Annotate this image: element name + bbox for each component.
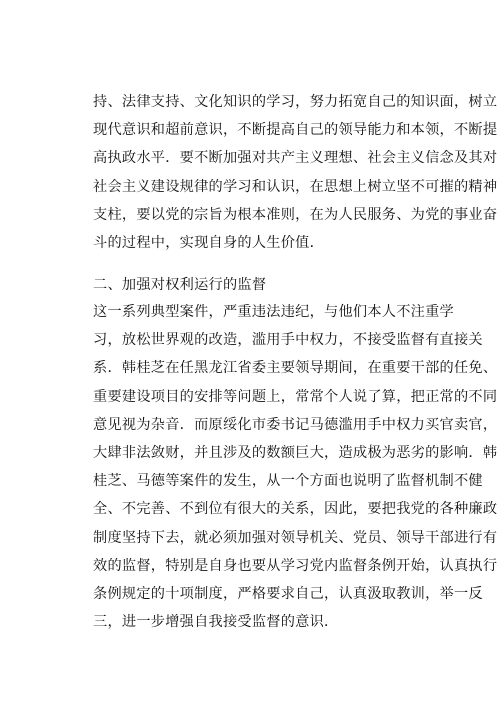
paragraph-line: 重要建设项目的安排等问题上，常常个人说了算，把正常的不同 (93, 388, 498, 405)
paragraph-line: 桂芝、马德等案件的发生，从一个方面也说明了监督机制不健 (93, 473, 483, 490)
paragraph-line: 这一系列典型案件，严重违法违纪，与他们本人不注重学 (93, 304, 454, 320)
paragraph-line: 高执政水平．要不断加强对共产主义理想、社会主义信念及其对 (93, 150, 498, 167)
paragraph-line: 条例规定的十项制度，严格要求自己，认真汲取教训，举一反 (93, 586, 483, 603)
section-heading (93, 271, 413, 299)
paragraph-line: 全、不完善、不到位有很大的关系，因此，要把我党的各种廉政 (93, 501, 498, 518)
paragraph-line: 意见视为杂音．而原绥化市委书记马德滥用手中权力买官卖官， (93, 416, 498, 433)
paragraph-line: 支柱，要以党的宗旨为根本准则，在为人民服务、为党的事业奋 (93, 206, 498, 223)
paragraph-line: 持、法律支持、文化知识的学习，努力拓宽自己的知识面，树立 (93, 94, 498, 110)
section-heading-text: 二、加强对权利运行的监督 (93, 277, 267, 293)
paragraph-line: 社会主义建设规律的学习和认识，在思想上树立坚不可摧的精神 (93, 178, 498, 195)
paragraph-line: 效的监督，特别是自身也要从学习党内监督条例开始，认真执行 (93, 557, 498, 574)
paragraph-line: 制度坚持下去，就必须加强对领导机关、党员、领导干部进行有 (93, 529, 498, 546)
paragraph-line: 三，进一步增强自我接受监督的意识． (93, 614, 339, 631)
paragraph-line: 现代意识和超前意识，不断提高自己的领导能力和本领，不断提 (93, 122, 498, 139)
paragraph-knowledge-study (93, 88, 498, 257)
paragraph-line: 习，放松世界观的改造，滥用手中权力，不接受监督有直接关 (93, 332, 483, 349)
paragraph-line: 系．韩桂芝在任黑龙江省委主要领导期间，在重要干部的任免、 (93, 360, 498, 377)
paragraph-supervision (93, 298, 498, 636)
paragraph-line: 斗的过程中，实现自身的人生价值． (93, 235, 325, 252)
paragraph-line: 大肆非法敛财，并且涉及的数额巨大，造成极为恶劣的影响．韩 (93, 445, 498, 462)
